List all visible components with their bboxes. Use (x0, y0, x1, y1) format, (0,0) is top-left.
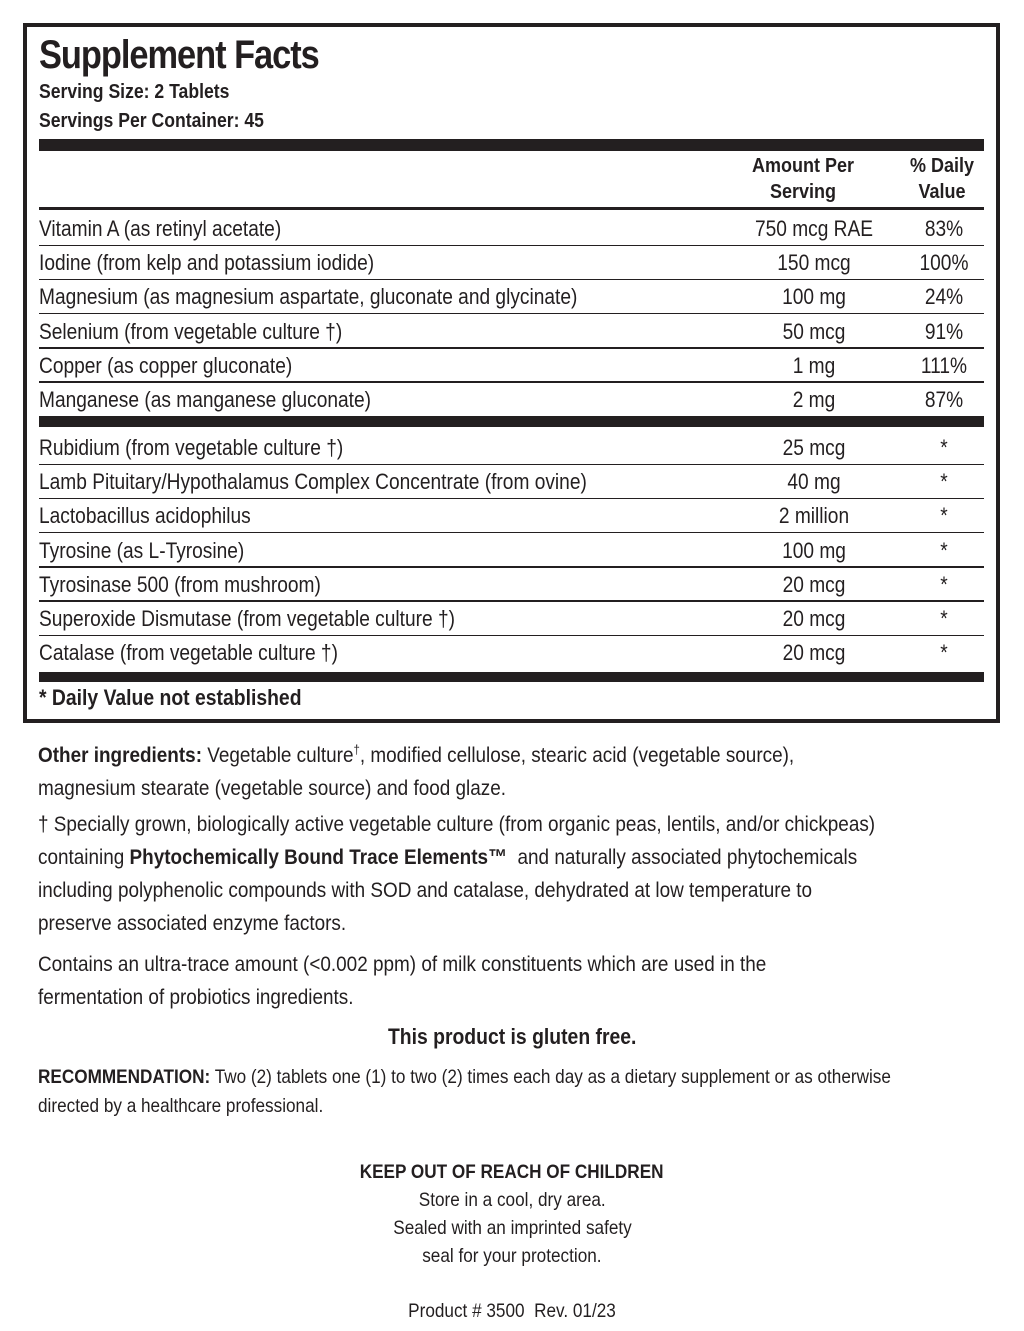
nutrient-daily-value: * (940, 537, 948, 563)
nutrient-daily-value: * (940, 469, 948, 495)
culture-note-line2-pre: containing (38, 845, 130, 869)
dv-header-line2: Value (918, 181, 966, 203)
nutrient-row (39, 499, 984, 533)
nutrient-row (39, 212, 984, 246)
nutrient-row (39, 568, 984, 602)
nutrient-row (39, 246, 984, 280)
serving-size: Serving Size: 2 Tablets (39, 81, 230, 103)
seal-line2: seal for your protection. (422, 1245, 602, 1267)
nutrient-amount: 50 mcg (782, 318, 846, 344)
nutrient-row (39, 431, 984, 465)
nutrient-amount: 20 mcg (782, 606, 846, 631)
dv-header-line1: % Daily (909, 155, 975, 177)
nutrient-name: Lamb Pituitary/Hypothalamus Complex Concentrate (from ovine) (39, 469, 587, 495)
nutrient-name: Rubidium (from vegetable culture †) (39, 435, 344, 460)
culture-note-line2-post: and naturally associated phytochemicals (506, 845, 858, 869)
nutrient-row (39, 636, 984, 670)
nutrient-daily-value: 83% (924, 216, 964, 241)
nutrient-amount: 20 mcg (782, 571, 846, 597)
nutrient-daily-value: * (940, 435, 948, 460)
recommendation (38, 1063, 927, 1121)
nutrient-name: Magnesium (as magnesium aspartate, gluconate and glycinate) (39, 284, 578, 310)
nutrient-amount: 20 mcg (782, 640, 846, 666)
nutrient-amount: 100 mg (782, 284, 846, 310)
nutrient-name: Superoxide Dismutase (from vegetable culture †) (39, 606, 455, 631)
trace-elements-trademark: Phytochemically Bound Trace Elements™ (129, 845, 507, 869)
nutrient-name: Copper (as copper gluconate) (39, 352, 293, 378)
other-ingredients-text-a: Vegetable culture (201, 743, 354, 768)
servings-per-container: Servings Per Container: 45 (39, 110, 264, 132)
product-code-text: Product # 3500 Rev. 01/23 (408, 1300, 616, 1322)
culture-note-line1: † Specially grown, biologically active vegetable culture (from organic peas, lentils, and/or chickpeas) (38, 812, 876, 836)
nutrient-amount: 100 mg (782, 537, 846, 563)
other-ingredients (38, 733, 927, 805)
nutrient-name: Tyrosinase 500 (from mushroom) (39, 571, 321, 597)
footer-bar (39, 672, 984, 682)
nutrient-row (39, 383, 984, 417)
nutrient-daily-value: * (940, 606, 948, 631)
header-rule (39, 207, 984, 210)
amount-header-line1: Amount Per (751, 155, 855, 177)
other-ingredients-line2: magnesium stearate (vegetable source) and food glaze. (38, 776, 507, 801)
seal-line1: Sealed with an imprinted safety (392, 1217, 632, 1239)
nutrient-amount: 2 mg (792, 387, 836, 412)
amount-header-line2: Serving (769, 181, 837, 203)
nutrient-name: Selenium (from vegetable culture †) (39, 318, 343, 344)
storage-line: Store in a cool, dry area. (418, 1189, 606, 1211)
nutrient-daily-value: 91% (924, 318, 964, 344)
nutrient-name: Iodine (from kelp and potassium iodide) (39, 250, 375, 276)
dv-footnote: * Daily Value not established (39, 685, 302, 710)
nutrient-name: Catalase (from vegetable culture †) (39, 640, 338, 666)
nutrient-daily-value: 24% (924, 284, 964, 310)
warning-block (0, 1158, 1024, 1270)
nutrient-daily-value: 111% (920, 352, 968, 378)
header-bar (39, 139, 984, 151)
nutrient-name: Lactobacillus acidophilus (39, 503, 251, 529)
supplement-facts-panel (23, 23, 1000, 723)
nutrient-row (39, 280, 984, 314)
culture-note-line4: preserve associated enzyme factors. (38, 911, 347, 935)
nutrient-daily-value: 87% (924, 387, 964, 412)
product-code (0, 1300, 1024, 1323)
nutrient-name: Vitamin A (as retinyl acetate) (39, 216, 282, 241)
nutrient-row (39, 315, 984, 349)
amount-header (740, 153, 866, 205)
gluten-free-text: This product is gluten free. (387, 1024, 637, 1049)
warning-title: KEEP OUT OF REACH OF CHILDREN (360, 1161, 664, 1183)
nutrient-amount: 150 mcg (777, 250, 851, 276)
dv-header (897, 153, 987, 205)
nutrient-amount: 1 mg (792, 352, 836, 378)
milk-note (38, 948, 927, 1014)
recommendation-text: Two (2) tablets one (1) to two (2) times each day as a dietary supplement or as otherwise (210, 1066, 891, 1088)
nutrient-amount: 750 mcg RAE (754, 216, 874, 241)
group-divider-bar (39, 416, 984, 427)
gluten-free-statement (0, 1024, 1024, 1050)
nutrient-row (39, 602, 984, 636)
nutrient-daily-value: 100% (919, 250, 969, 276)
nutrient-row (39, 349, 984, 383)
milk-note-line2: fermentation of probiotics ingredients. (38, 985, 354, 1009)
nutrient-name: Tyrosine (as L-Tyrosine) (39, 537, 245, 563)
nutrient-row (39, 534, 984, 568)
nutrient-amount: 25 mcg (782, 435, 846, 460)
nutrient-amount: 2 million (778, 503, 850, 529)
nutrient-name: Manganese (as manganese gluconate) (39, 387, 371, 412)
nutrient-daily-value: * (940, 571, 948, 597)
nutrient-daily-value: * (940, 503, 948, 529)
other-ingredients-text-b: , modified cellulose, stearic acid (vegetable source), (359, 743, 795, 768)
nutrient-row (39, 465, 984, 499)
nutrient-amount: 40 mg (787, 469, 841, 495)
recommendation-line2: directed by a healthcare professional. (38, 1095, 324, 1117)
other-ingredients-label: Other ingredients: (38, 743, 202, 768)
culture-note-line3: including polyphenolic compounds with SOD and catalase, dehydrated at low temperature to (38, 878, 813, 902)
nutrient-daily-value: * (940, 640, 948, 666)
facts-title: Supplement Facts (39, 33, 319, 77)
culture-note (38, 808, 927, 940)
milk-note-line1: Contains an ultra-trace amount (<0.002 ppm) of milk constituents which are used in the (38, 952, 767, 976)
dagger-superscript: † (353, 742, 360, 757)
recommendation-label: RECOMMENDATION: (38, 1066, 211, 1088)
